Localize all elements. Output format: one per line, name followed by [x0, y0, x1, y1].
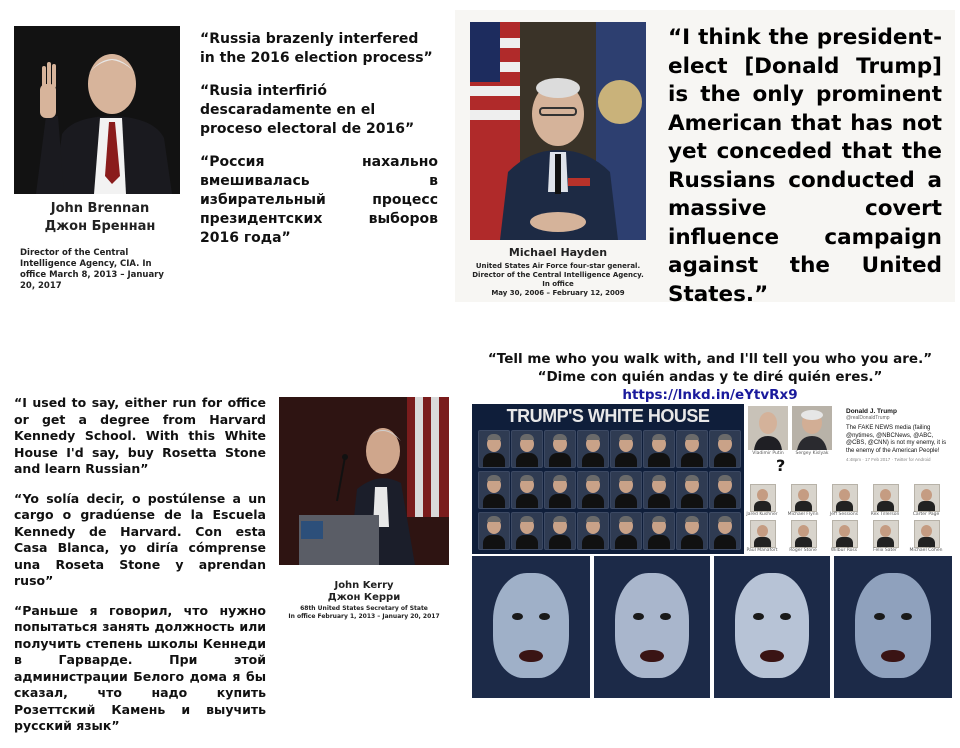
kerry-bio	[279, 605, 449, 621]
question-mark: ?	[776, 456, 786, 475]
cabinet-portrait	[676, 430, 708, 468]
brennan-name-ru: Джон Бреннан	[44, 219, 156, 234]
cabinet-portrait	[676, 512, 708, 550]
cabinet-portrait	[478, 430, 510, 468]
large-portrait-2	[594, 556, 710, 698]
associate-portrait	[791, 520, 817, 548]
kerry-bio-line1: 68th United States Secretary of State	[300, 605, 428, 612]
proverb-en: “Tell me who you walk with, and I'll tell you who you are.”	[487, 351, 933, 367]
brennan-name-caption	[20, 200, 180, 236]
kislyak-photo	[792, 406, 832, 450]
associate-portrait	[832, 520, 858, 548]
brennan-quotes	[200, 30, 438, 262]
cabinet-portrait	[709, 471, 741, 509]
kerry-quote-es: “Yo solía decir, o postúlense a un cargo o gradúense de la Escuela Kennedy de Harvard. Con esta Casa Blanca, yo diría cómprense una Roseta Stone y aprendan ruso”	[14, 490, 266, 588]
kerry-quotes	[14, 395, 266, 748]
cabinet-portrait	[478, 512, 510, 550]
associate-label: Carter Page	[912, 512, 940, 517]
associate-label: Rex Tillerson	[870, 512, 900, 517]
associate-label: Jared Kushner	[746, 512, 778, 517]
cabinet-portrait	[544, 512, 576, 550]
cabinet-portrait	[676, 471, 708, 509]
tweet-handle: @realDonaldTrump	[846, 415, 890, 421]
associate-portrait	[873, 520, 899, 548]
kerry-name-en: John Kerry	[334, 580, 394, 591]
hayden-bio-line1: United States Air Force four-star general.	[475, 262, 641, 270]
associate-label: Paul Manafort	[746, 548, 778, 553]
kerry-name-ru: Джон Керри	[327, 592, 401, 603]
cabinet-portrait	[709, 430, 741, 468]
associate-label: Jeff Sessions	[829, 512, 859, 517]
cabinet-portrait	[709, 512, 741, 550]
brennan-quote-ru: “Россия нахально вмешивалась в избирательный процесс президентских выборов 2016 года”	[200, 154, 438, 246]
cabinet-portrait	[610, 471, 642, 509]
cabinet-portrait	[544, 430, 576, 468]
kerry-photo	[279, 397, 449, 565]
proverb	[470, 350, 950, 404]
kerry-name-caption	[279, 580, 449, 604]
associate-label: Michael Cohen	[909, 548, 943, 553]
cabinet-portrait	[577, 471, 609, 509]
kislyak-label: Sergey Kislyak	[795, 451, 829, 456]
cabinet-portrait	[610, 430, 642, 468]
brennan-quote-es: “Rusia interfirió descaradamente en el proceso electoral de 2016”	[200, 83, 415, 137]
cabinet-portrait	[643, 512, 675, 550]
associate-portrait	[750, 484, 776, 512]
kerry-quote-en: “I used to say, either run for office or get a degree from Harvard Kennedy School. With this White House I'd say, buy Rosetta Stone and learn Russian”	[14, 395, 266, 476]
kerry-quote-ru: “Раньше я говорил, что нужно попытаться занять должность или получить степень школы Кеннеди в Гарварде. При этой администрации Белого дома я бы сказал, что надо купить Розеттский Камень и выучить русский язык”	[14, 602, 266, 733]
tweet-text: The FAKE NEWS media (failing @nytimes, @NBCNews, @ABC, @CBS, @CNN) is not my enemy, it is the enemy of the American People!	[846, 425, 947, 454]
putin-photo	[748, 406, 788, 450]
white-house-title: TRUMP'S WHITE HOUSE	[506, 406, 710, 426]
cabinet-portrait	[511, 512, 543, 550]
associate-portrait	[750, 520, 776, 548]
associate-portrait	[914, 484, 940, 512]
associate-label: Felix Sater	[873, 548, 897, 553]
tweet-name: Donald J. Trump	[846, 408, 897, 415]
cabinet-portrait	[511, 471, 543, 509]
hayden-bio-line4: May 30, 2006 – February 12, 2009	[491, 289, 625, 297]
trump-tweet	[846, 408, 950, 462]
large-portrait-4	[834, 556, 952, 698]
brennan-name-en: John Brennan	[50, 201, 150, 216]
cabinet-portrait	[544, 471, 576, 509]
hayden-name: Michael Hayden	[508, 246, 608, 259]
brennan-bio: Director of the Central Intelligence Agency, CIA. In office March 8, 2013 – January 20, 2017	[20, 248, 164, 291]
large-portrait-3	[714, 556, 830, 698]
hayden-photo	[470, 22, 646, 240]
cabinet-portrait	[643, 430, 675, 468]
brennan-photo	[14, 26, 180, 194]
cabinet-portrait	[643, 471, 675, 509]
associate-portrait	[832, 484, 858, 512]
cabinet-portrait	[610, 512, 642, 550]
hayden-quote: “I think the president-elect [Donald Trump] is the only prominent American that has not yet conceded that the Russians conducted a massive covert influence campaign against the United States.”	[668, 25, 942, 307]
cabinet-portrait	[511, 430, 543, 468]
proverb-link[interactable]: https://lnkd.in/eYtvRx9	[622, 387, 798, 403]
associate-portrait	[914, 520, 940, 548]
hayden-bio-line3: In office	[542, 280, 574, 288]
hayden-bio	[470, 262, 646, 298]
kerry-bio-line2: In office February 1, 2013 – January 20, 2017	[288, 613, 440, 620]
putin-label: Vladimir Putin	[752, 451, 784, 456]
large-portrait-1	[472, 556, 590, 698]
brennan-quote-en: “Russia brazenly interfered in the 2016 election process”	[200, 31, 433, 66]
associate-label: Wilbur Ross	[830, 548, 858, 553]
proverb-es: “Dime con quién andas y te diré quién eres.”	[537, 369, 883, 385]
cabinet-portrait	[478, 471, 510, 509]
associate-portrait	[873, 484, 899, 512]
associate-label: Roger Stone	[789, 548, 817, 553]
associate-label: Michael Flynn	[787, 512, 819, 517]
cabinet-portrait	[577, 512, 609, 550]
associate-portrait	[791, 484, 817, 512]
tweet-meta: 4:48pm · 17 Feb 2017 · Twitter for Android	[846, 457, 931, 462]
cabinet-portrait	[577, 430, 609, 468]
hayden-bio-line2: Director of the Central Intelligence Agency.	[472, 271, 644, 279]
